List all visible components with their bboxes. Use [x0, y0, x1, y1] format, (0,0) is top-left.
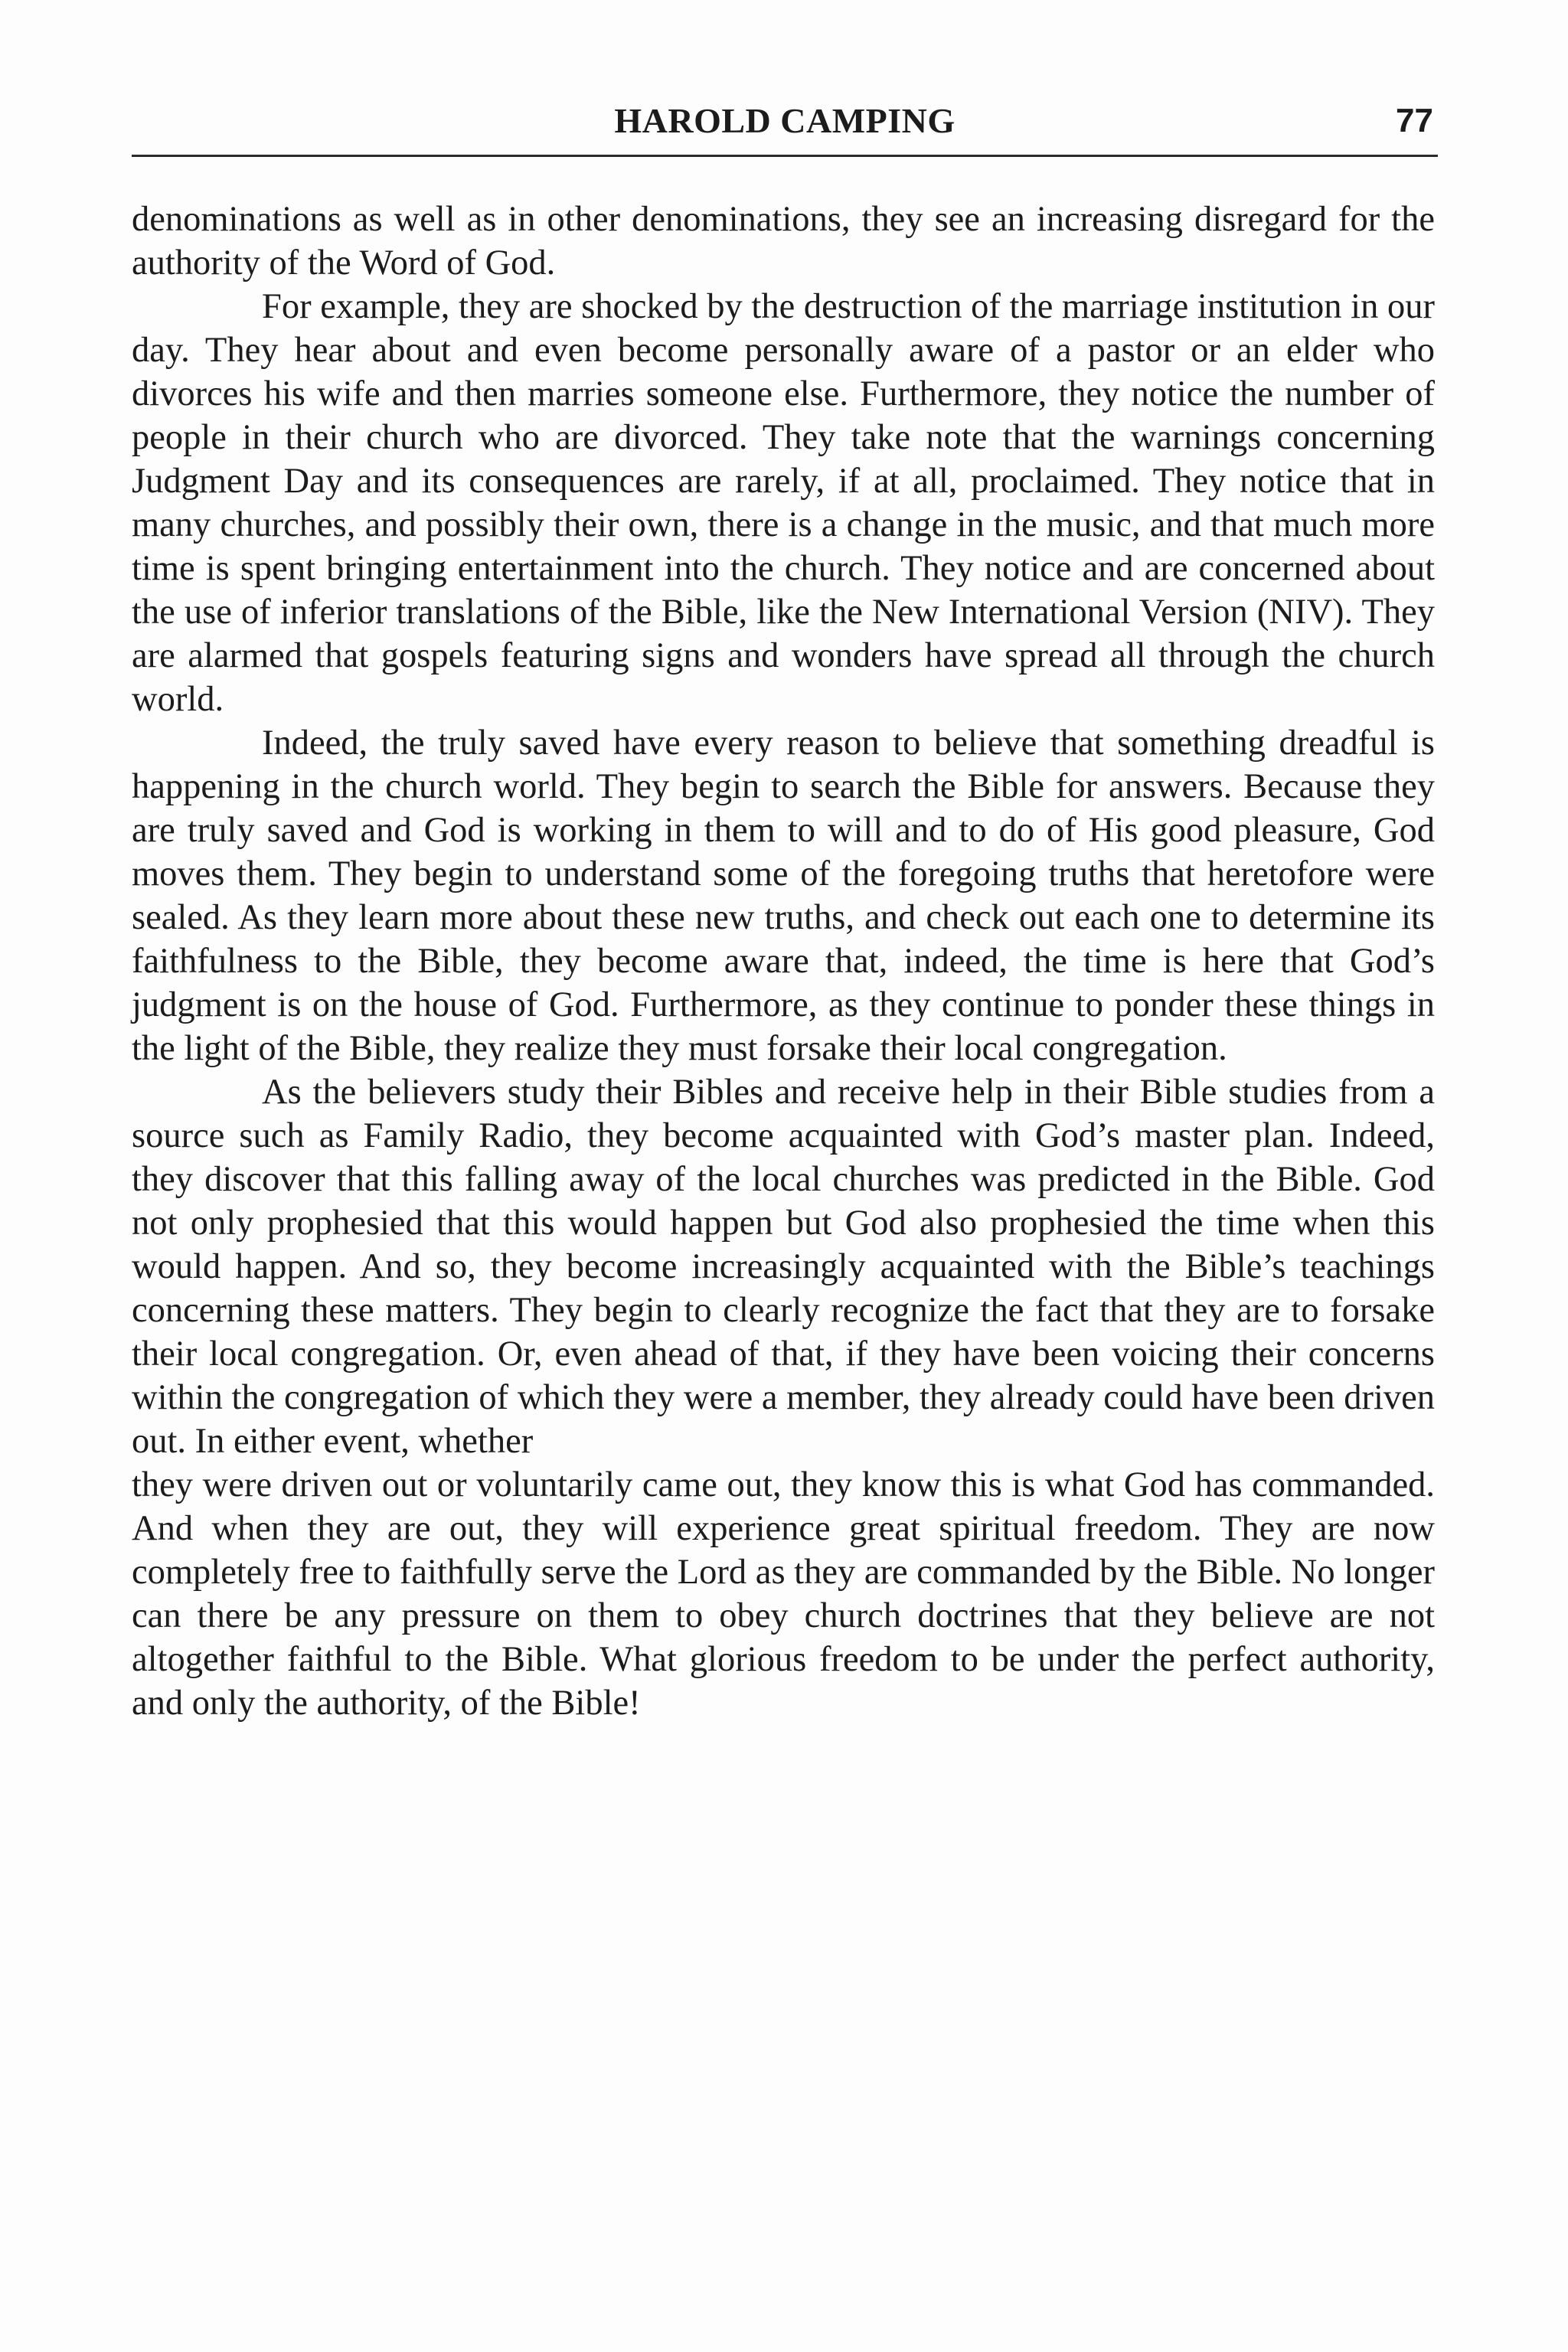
paragraph-driven-out: they were driven out or voluntarily came out, they know this is what God has commanded. And when they are out, they will experience great spiritual freedom. They are now completely free to faithfully serve the Lord as they are commanded by the Bible. No longer can there be any pressure on them to obey church doctrines that they believe are not altogether faithful to the Bible. What glorious freedom to be under the perfect authority, and only the authority, of the Bible! — [132, 1465, 1435, 1723]
page-number: 77 — [1396, 102, 1433, 139]
paragraph-continued: denominations as well as in other denominations, they see an increasing disregard for the authority of the Word of God. — [132, 200, 1435, 283]
paragraph-as-the-believers: As the believers study their Bibles and receive help in their Bible studies from a source such as Family Radio, they become acquainted with God’s master plan. Indeed, they discover that this falling away of the local churches was predicted in the Bible. God not only prophesied that this would happen but God also prophesied the time when this would happen. And so, they become increasingly acquainted with the Bible’s teachings concerning these matters. They begin to clearly recognize the fact that they are to forsake their local congregation. Or, even ahead of that, if they have been voicing their concerns within the congregation of which they were a member, they already could have been driven out. In either event, whether — [132, 1073, 1435, 1461]
paragraph-indeed: Indeed, the truly saved have every reason to believe that something dreadful is happening in the church world. They begin to search the Bible for answers. Because they are truly saved and God is working in them to will and to do of His good pleasure, God moves them. They begin to understand some of the foregoing truths that heretofore were sealed. As they learn more about these new truths, and check out each one to determine its faithfulness to the Bible, they become aware that, indeed, the time is here that God’s judgment is on the house of God. Furthermore, as they continue to ponder these things in the light of the Bible, they realize they must forsake their local congregation. — [132, 724, 1435, 1068]
page-header — [132, 98, 1438, 157]
body-text — [132, 198, 1435, 1725]
paragraph-for-example: For example, they are shocked by the destruction of the marriage institution in our day. They hear about and even become personally aware of a pastor or an elder who divorces his wife and then marries someone else. Furthermore, they notice the number of people in their church who are divorced. They take note that the warnings concerning Judgment Day and its consequences are rarely, if at all, proclaimed. They notice that in many churches, and possibly their own, there is a change in the music, and that much more time is spent bringing entertainment into the church. They notice and are concerned about the use of inferior translations of the Bible, like the New International Version (NIV). They are alarmed that gospels featuring signs and wonders have spread all through the church world. — [132, 287, 1435, 719]
running-head: HAROLD CAMPING — [614, 101, 956, 140]
